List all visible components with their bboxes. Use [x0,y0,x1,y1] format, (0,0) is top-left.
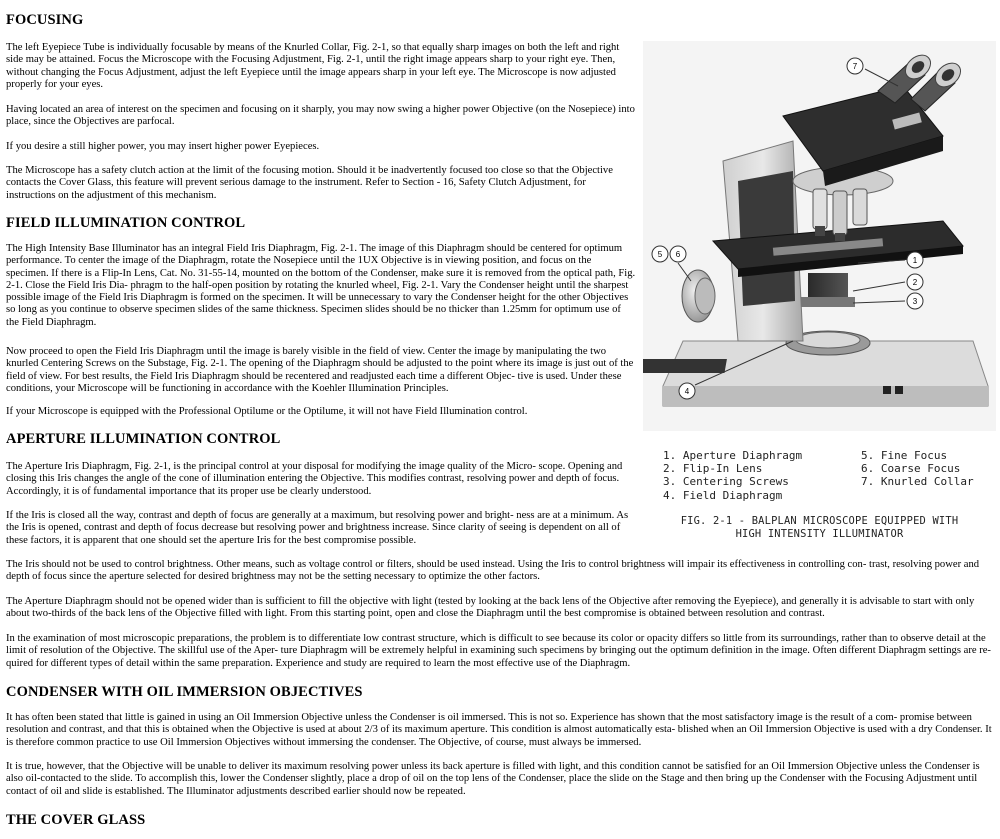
callout-2: 2 [912,278,918,287]
legend-item: 7. Knurled Collar [861,475,974,489]
legend-item: 2. Flip-In Lens [663,462,763,476]
heading-aperture-illumination: APERTURE ILLUMINATION CONTROL [6,431,281,447]
paragraph: If your Microscope is equipped with the Professional Optilume or the Optilume, it will not have Field Illumination control. [6,406,528,417]
callout-5: 5 [657,250,663,259]
figure-2-1 [643,41,996,555]
paragraph: If you desire a still higher power, you may insert higher power Eyepieces. [6,141,320,152]
paragraph: In the examination of most microscopic preparations, the problem is to differentiate low contrast structure, which is difficult to see because its color or opacity differs so little from its surroundings, rather than to observe detail at the limit of resolution of the Objective. The skillful use of the Aper- ture Diaphragm will be extremely helpful in examining such specimens by bringing out the optimum definition in the image. Often different Diaphragm settings are re- quired for different types of detail within the same preparation. Experience and study are required to learn the most effective use of the Diaphragm. [6,633,991,669]
heading-field-illumination: FIELD ILLUMINATION CONTROL [6,215,246,231]
caption-line: FIG. 2-1 - BALPLAN MICROSCOPE EQUIPPED WITH [680,515,959,527]
callout-6: 6 [675,250,681,259]
legend-item: 1. Aperture Diaphragm [663,449,803,462]
paragraph: If the Iris is closed all the way, contrast and depth of focus are generally at a maximum, but resolving power and bright- ness are at a minimum. As the Iris is opened, contrast and depth of focus decrease but resolving power and brightness increase. Since clarity of seeing is dependent on all of these factors, it is apparent that one should set the aperture Iris for the best compromise possible. [6,510,629,546]
heading-focusing: FOCUSING [6,12,84,28]
paragraph: The left Eyepiece Tube is individually focusable by means of the Knurled Collar, Fig. 2-1, so that equally sharp images on both the left and right side may be attained. Focus the Microscope with the Focusing Adjustment, Fig. 2-1, until the right image appears sharp to your right eye. Then, without changing the Focus Adjustment, adjust the left Eyepiece until the image appears sharp in your left eye. The Microscope is now adjusted properly for your eyes. [6,42,620,90]
paragraph: The Iris should not be used to control brightness. Other means, such as voltage control or filters, should be used instead. Using the Iris to control brightness will impair its effectiveness in controlling con- trast, resolving power and depth of focus since the aperture selected for desired brightness may not be the setting necessary to optimize the other factors. [6,559,980,583]
caption-line: HIGH INTENSITY ILLUMINATOR [735,528,904,540]
paragraph: The Aperture Diaphragm should not be opened wider than is sufficient to fill the objective with light (tested by looking at the back lens of the Objective after removing the Eyepiece), and generally it is advisable to start with only about two-thirds of the back lens of the Objective filled with light. From this starting point, open and close the Diaphragm until the best compromise is obtained between resolution and contrast. [6,596,975,620]
paragraph: It has often been stated that little is gained in using an Oil Immersion Objective unless the Condenser is oil immersed. This is not so. Experience has shown that the most satisfactory image is the result of a com- promise between resolution and contrast, and that this is obtained when the Objective is used at about 2/3 of its maximum aperture. This condition is almost automatically esta- blished when an Oil Immersion Objective is used with a dry Condenser. It is therefore common practice to use Oil Immersion Objectives without immersing the condenser. The Objective, of course, must always be immersed. [6,712,992,748]
callout-1: 1 [912,256,918,265]
paragraph: The High Intensity Base Illuminator has an integral Field Iris Diaphragm, Fig. 2-1. The image of this Diaphragm should be centered for optimum performance. To center the image of the Diaphragm, rotate the Nosepiece until the 1UX Objective is in viewing position, and focus on the specimen. If there is a Flip-In Lens, Cat. No. 31-55-14, mounted on the bottom of the Condenser, make sure it is removed from the optical path, Fig. 2-1. Close the Field Iris Dia- phragm to the half-open position by rotating the knurled wheel, Fig. 2-1. Vary the Condenser height until the sharpest possible image of the Field Iris Diaphragm is formed on the specimen. It will be unnecessary to vary the Condenser height for the other Objectives so long as you continue to observe specimen slides of the same thickness. Specimen slides should be no thicker than 1.25mm for optimum use of the Field Diaphragm. [6,243,636,328]
paragraph: Now proceed to open the Field Iris Diaphragm until the image is barely visible in the field of view. Center the image by manipulating the two knurled Centering Screws on the Substage, Fig. 2-1. The opening of the Diaphragm should be adjusted to the point where its image is just out of the field of view. For best results, the Field Iris Diaphragm should be recentered and readjusted each time a different Objec- tive is used. Under these conditions, your Microscope will be functioning in accordance with the Koehler Illumination Principles. [6,346,634,394]
legend-item: 3. Centering Screws [663,475,789,489]
callout-7: 7 [852,62,858,71]
callout-4: 4 [684,387,690,396]
microscope-illustration [643,41,996,431]
legend-item: 6. Coarse Focus [861,462,961,476]
paragraph: Having located an area of interest on the specimen and focusing on it sharply, you may now swing a higher power Objective (on the Nosepiece) into place, since the Objectives are parfocal. [6,104,635,128]
callout-3: 3 [912,297,918,306]
paragraph: It is true, however, that the Objective will be unable to deliver its maximum resolving power unless its back aperture is filled with light, and this condition cannot be satisfied for an Oil Immersion Objective unless the Condenser is also oil-contacted to the slide. To accomplish this, lower the Condenser slightly, place a drop of oil on the top lens of the Condenser, place the slide on the Stage and then bring up the Condenser with the Focusing Adjustment until contact of oil and slide is established. The Illuminator adjustments described earlier should now be repeated. [6,761,980,797]
paragraph: The Microscope has a safety clutch action at the limit of the focusing motion. Should it be inadvertently focused too close so that the Objective contacts the Cover Glass, this feature will prevent serious damage to the instrument. Refer to Section - 16, Safety Clutch Adjustment, for instructions on the adjustment of this mechanism. [6,165,613,201]
heading-cover-glass: THE COVER GLASS [6,812,146,828]
legend-item: 5. Fine Focus [861,449,948,462]
figure-caption [643,515,996,541]
paragraph: The Aperture Iris Diaphragm, Fig. 2-1, is the principal control at your disposal for modifying the image quality of the Micro- scope. Opening and closing this Iris changes the angle of the cone of illumination entering the Objective. This modifies contrast, resolving power and depth of focus. Accordingly, it is of fundamental importance that its proper use be clearly understood. [6,461,623,497]
legend-item: 4. Field Diaphragm [663,488,783,502]
heading-condenser: CONDENSER WITH OIL IMMERSION OBJECTIVES [6,684,363,700]
